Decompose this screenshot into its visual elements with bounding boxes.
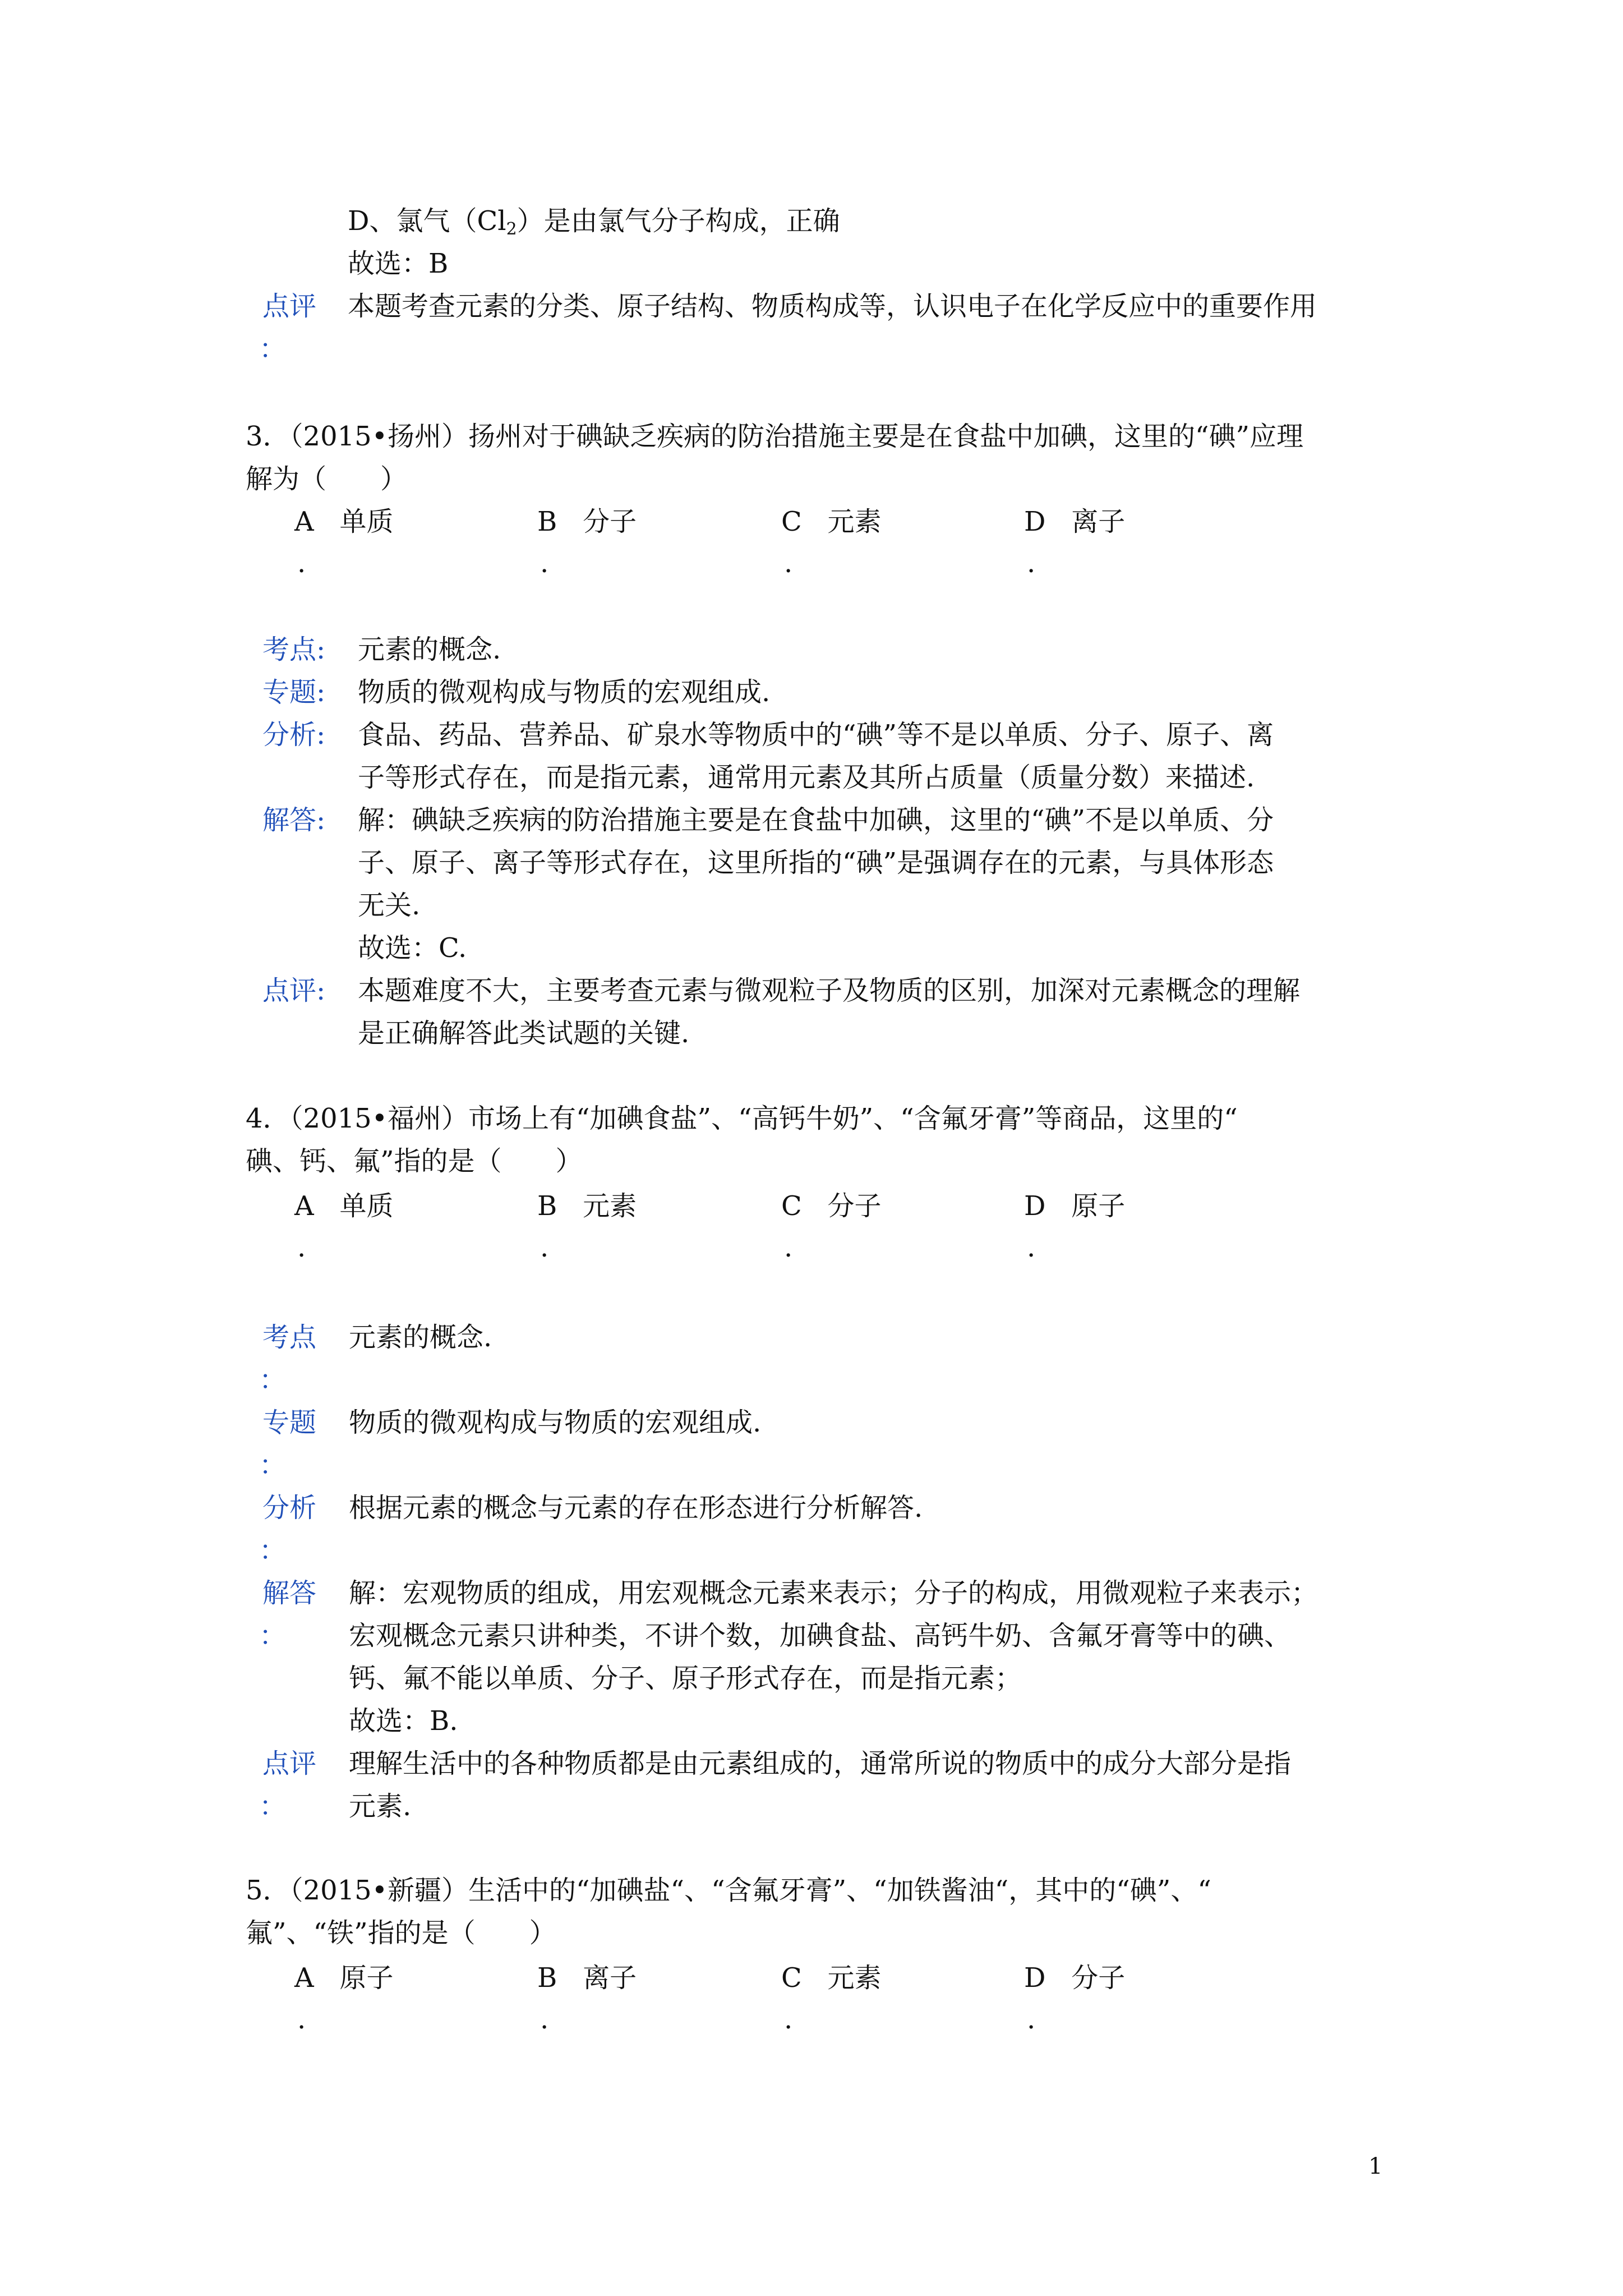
q2-option-d-explanation: D、氯气$(Cl_2)$是由氯气分子构成，正确	[348, 205, 840, 239]
q4-fenxi-text: 根据元素的概念与元素的存在形态进行分析解答.	[349, 1492, 923, 1524]
q5-option-d-dot: .	[1027, 2004, 1036, 2035]
q5-option-c: C 元素	[781, 1962, 882, 1994]
q4-zhuanti-colon: ：	[259, 1450, 287, 1481]
q3-jieda-line2: 子、原子、离子等形式存在，这里所指的“碘”是强调存在的元素，与具体形态	[358, 847, 1274, 878]
q3-option-c-dot: .	[784, 547, 793, 579]
q4-option-b-dot: .	[540, 1232, 549, 1263]
q5-option-b-dot: .	[540, 2004, 549, 2035]
q3-jieda-line3: 无关.	[358, 890, 421, 921]
q3-kaodian-text: 元素的概念.	[358, 634, 501, 665]
q3-option-a: A 单质	[294, 506, 394, 537]
q4-option-d-dot: .	[1027, 1232, 1036, 1263]
q4-dianping-label: 点评	[262, 1748, 317, 1779]
q4-option-c: C 分子	[781, 1190, 882, 1222]
page-number: 1	[1368, 2154, 1383, 2179]
q3-option-a-dot: .	[297, 547, 306, 579]
q4-stem-line2: 碘、钙、氟”指的是（ ）	[246, 1145, 583, 1177]
q4-option-c-dot: .	[784, 1232, 793, 1263]
q4-jieda-colon: ：	[259, 1620, 287, 1651]
q4-option-a: A 单质	[294, 1190, 394, 1222]
q3-stem-line1: 3．（2015•扬州）扬州对于碘缺乏疾病的防治措施主要是在食盐中加碘，这里的“碘”应理	[246, 421, 1304, 452]
q3-zhuanti-text: 物质的微观构成与物质的宏观组成.	[358, 677, 771, 708]
q3-kaodian-label: 考点:	[262, 634, 326, 665]
q4-kaodian-text: 元素的概念.	[349, 1322, 492, 1353]
q4-zhuanti-text: 物质的微观构成与物质的宏观组成.	[349, 1407, 762, 1438]
q5-option-a-dot: .	[297, 2004, 306, 2035]
q3-stem-line2: 解为（ ）	[246, 463, 408, 495]
q2-review-label: 点评	[262, 291, 317, 322]
q4-jieda-line3: 钙、氟不能以单质、分子、原子形式存在，而是指元素；	[349, 1663, 1022, 1694]
q3-zhuanti-label: 专题:	[262, 677, 326, 708]
q3-option-d: D 离子	[1024, 506, 1126, 537]
q3-fenxi-line2: 子等形式存在，而是指元素，通常用元素及其所占质量（质量分数）来描述.	[358, 762, 1255, 793]
q4-kaodian-label: 考点	[262, 1322, 317, 1353]
q3-fenxi-line1: 食品、药品、营养品、矿泉水等物质中的“碘”等不是以单质、分子、原子、离	[358, 719, 1274, 751]
q5-stem-line1: 5．（2015•新疆）生活中的“加碘盐“、“含氟牙膏”、“加铁酱油“，其中的“碘”、“	[246, 1875, 1211, 1906]
q3-option-c: C 元素	[781, 506, 882, 537]
q3-option-b-dot: .	[540, 547, 549, 579]
q4-kaodian-colon: ：	[259, 1364, 287, 1396]
q3-dianping-line1: 本题难度不大，主要考查元素与微观粒子及物质的区别，加深对元素概念的理解	[358, 975, 1301, 1006]
q4-zhuanti-label: 专题	[262, 1407, 317, 1438]
q3-option-b: B 分子	[537, 506, 637, 537]
q4-stem-line1: 4．（2015•福州）市场上有“加碘食盐”、“高钙牛奶”、“含氟牙膏”等商品，这里的“	[246, 1103, 1238, 1134]
q3-jieda-line1: 解：碘缺乏疾病的防治措施主要是在食盐中加碘，这里的“碘”不是以单质、分	[358, 804, 1274, 836]
q2-review-colon: ：	[259, 333, 287, 365]
q5-option-b: B 离子	[537, 1962, 637, 1994]
q5-option-d: D 分子	[1024, 1962, 1126, 1994]
q2-review-text: 本题考查元素的分类、原子结构、物质构成等，认识电子在化学反应中的重要作用	[348, 291, 1317, 322]
q4-fenxi-colon: ：	[259, 1535, 287, 1566]
q4-option-d: D 原子	[1024, 1190, 1126, 1222]
q4-answer: 故选：B.	[349, 1705, 458, 1737]
q4-dianping-line1: 理解生活中的各种物质都是由元素组成的，通常所说的物质中的成分大部分是指	[349, 1748, 1292, 1779]
q5-stem-line2: 氟”、“铁”指的是（ ）	[246, 1917, 556, 1949]
q5-option-c-dot: .	[784, 2004, 793, 2035]
q3-option-d-dot: .	[1027, 547, 1036, 579]
q4-dianping-colon: ：	[259, 1791, 287, 1822]
q4-jieda-label: 解答	[262, 1577, 317, 1609]
q2-answer: 故选：B	[348, 248, 449, 279]
q3-fenxi-label: 分析:	[262, 719, 326, 751]
q3-jieda-label: 解答:	[262, 804, 326, 836]
q4-dianping-line2: 元素.	[349, 1791, 412, 1822]
q4-fenxi-label: 分析	[262, 1492, 317, 1524]
q3-dianping-line2: 是正确解答此类试题的关键.	[358, 1018, 690, 1049]
q4-jieda-line2: 宏观概念元素只讲种类，不讲个数，加碘食盐、高钙牛奶、含氟牙膏等中的碘、	[349, 1620, 1292, 1651]
q4-jieda-line1: 解：宏观物质的组成，用宏观概念元素来表示；分子的构成，用微观粒子来表示；	[349, 1577, 1318, 1609]
q5-option-a: A 原子	[294, 1962, 394, 1994]
q4-option-b: B 元素	[537, 1190, 637, 1222]
q3-dianping-label: 点评:	[262, 975, 326, 1006]
q3-answer: 故选：C.	[358, 932, 467, 964]
q4-option-a-dot: .	[297, 1232, 306, 1263]
